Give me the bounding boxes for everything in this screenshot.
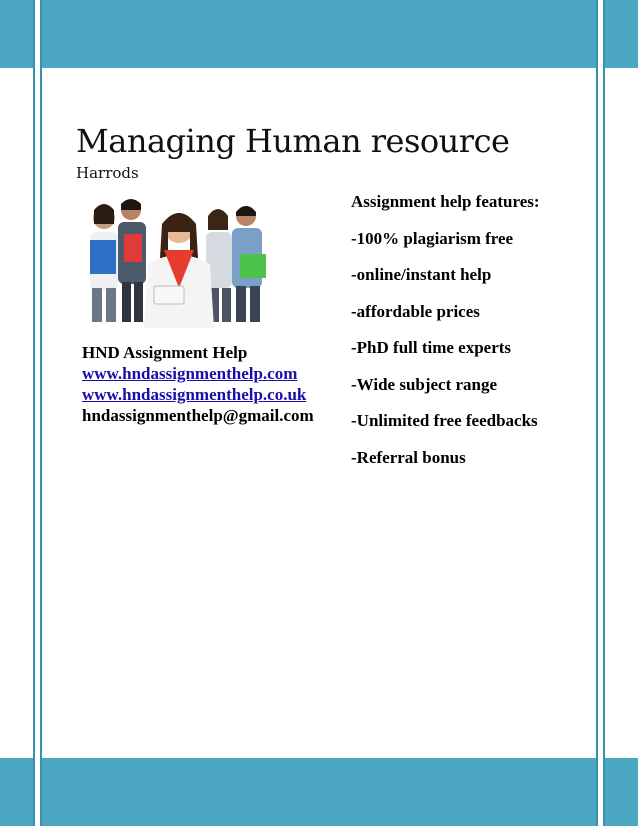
email-address: hndassignmenthelp@gmail.com	[82, 406, 314, 425]
brand-name: HND Assignment Help	[82, 343, 248, 362]
feature-item: -Referral bonus	[351, 447, 466, 467]
website-link-uk[interactable]: www.hndassignmenthelp.co.uk	[82, 385, 307, 404]
border-line-right-inner	[596, 0, 598, 826]
students-photo	[76, 188, 286, 328]
features-heading: Assignment help features:	[351, 192, 540, 211]
feature-item: -PhD full time experts	[351, 338, 512, 357]
feature-item: -affordable prices	[351, 301, 480, 321]
features-list	[351, 192, 540, 484]
website-link-com[interactable]: www.hndassignmenthelp.com	[82, 364, 298, 383]
feature-item: -online/instant help	[351, 265, 492, 284]
feature-item: -Unlimited free feedbacks	[351, 411, 538, 430]
feature-item: -100% plagiarism free	[351, 228, 514, 248]
header-band	[41, 0, 596, 68]
feature-item: -Wide subject range	[351, 374, 498, 394]
footer-band	[41, 758, 596, 826]
border-line-right-outer	[603, 0, 605, 826]
border-line-left-inner	[40, 0, 42, 826]
advert-image	[76, 186, 570, 467]
contact-block	[82, 342, 314, 426]
page-title: Managing Human resource	[76, 122, 510, 160]
page-subtitle: Harrods	[76, 164, 139, 182]
border-line-left-outer	[33, 0, 35, 826]
